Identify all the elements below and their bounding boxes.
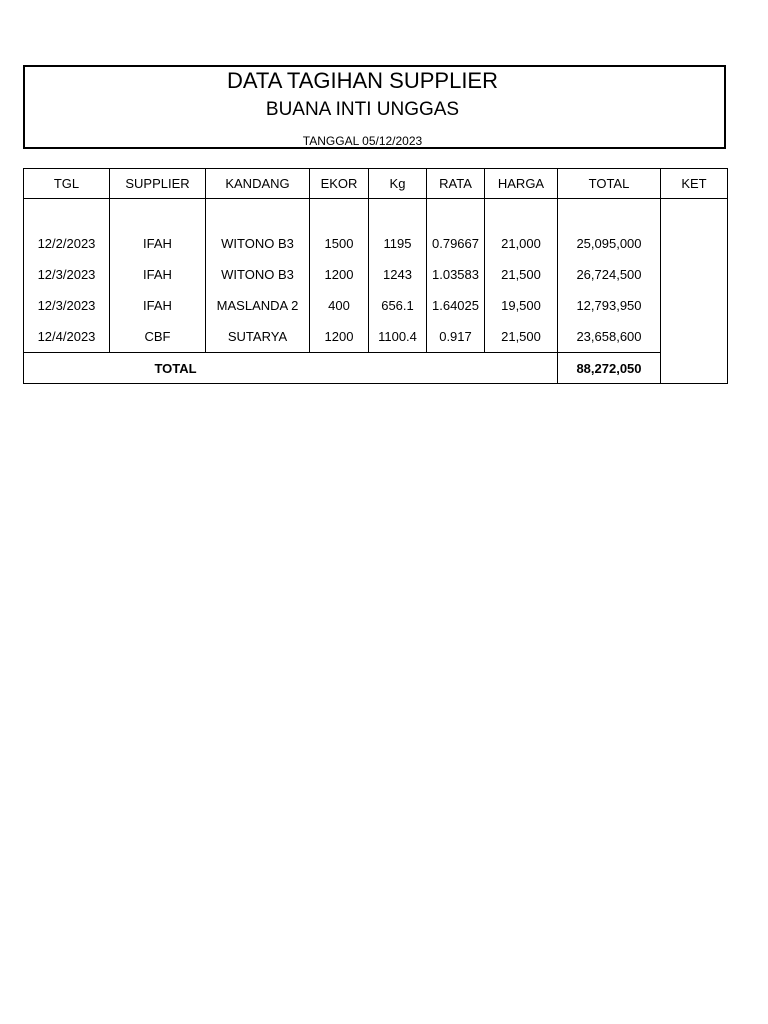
grand-total: 88,272,050 — [558, 353, 661, 384]
cell-ket — [661, 353, 728, 384]
total-label: TOTAL — [24, 353, 558, 384]
cell-total: 12,793,950 — [558, 290, 661, 321]
cell-rata: 0.79667 — [427, 228, 485, 259]
cell-supplier: IFAH — [110, 290, 206, 321]
company-name: BUANA INTI UNGGAS — [265, 99, 460, 120]
table-row — [24, 290, 728, 321]
cell-kg: 1100.4 — [369, 321, 427, 353]
cell-ekor: 1200 — [310, 259, 369, 290]
cell-ket — [661, 321, 728, 353]
cell-tgl: 12/3/2023 — [24, 290, 110, 321]
cell-rata: 0.917 — [427, 321, 485, 353]
cell-kandang: WITONO B3 — [206, 259, 310, 290]
cell-kandang: MASLANDA 2 — [206, 290, 310, 321]
table-row — [24, 228, 728, 259]
cell-harga: 19,500 — [485, 290, 558, 321]
report-date: TANGGAL 05/12/2023 — [302, 134, 423, 148]
cell-harga: 21,500 — [485, 321, 558, 353]
cell-ket — [661, 259, 728, 290]
cell-total: 25,095,000 — [558, 228, 661, 259]
cell-supplier: CBF — [110, 321, 206, 353]
cell-total: 23,658,600 — [558, 321, 661, 353]
table-header-row — [24, 169, 728, 199]
column-header-kandang: KANDANG — [206, 169, 310, 199]
cell-kg: 656.1 — [369, 290, 427, 321]
cell-tgl: 12/2/2023 — [24, 228, 110, 259]
cell-total: 26,724,500 — [558, 259, 661, 290]
column-header-ket: KET — [661, 169, 728, 199]
cell-supplier: IFAH — [110, 259, 206, 290]
cell-supplier: IFAH — [110, 228, 206, 259]
column-header-total: TOTAL — [558, 169, 661, 199]
total-row — [24, 353, 728, 384]
cell-kandang: SUTARYA — [206, 321, 310, 353]
invoice-table — [23, 168, 728, 384]
column-header-harga: HARGA — [485, 169, 558, 199]
blank-row — [24, 199, 728, 229]
cell-ket — [661, 228, 728, 259]
cell-harga: 21,500 — [485, 259, 558, 290]
column-header-tgl: TGL — [24, 169, 110, 199]
table-row — [24, 259, 728, 290]
cell-kandang: WITONO B3 — [206, 228, 310, 259]
cell-rata: 1.03583 — [427, 259, 485, 290]
cell-ekor: 400 — [310, 290, 369, 321]
column-header-ekor: EKOR — [310, 169, 369, 199]
report-header — [23, 65, 726, 149]
cell-kg: 1195 — [369, 228, 427, 259]
table-row — [24, 321, 728, 353]
cell-tgl: 12/3/2023 — [24, 259, 110, 290]
column-header-rata: RATA — [427, 169, 485, 199]
report-title: DATA TAGIHAN SUPPLIER — [227, 68, 498, 93]
column-header-supplier: SUPPLIER — [110, 169, 206, 199]
cell-rata: 1.64025 — [427, 290, 485, 321]
cell-harga: 21,000 — [485, 228, 558, 259]
column-header-kg: Kg — [369, 169, 427, 199]
cell-kg: 1243 — [369, 259, 427, 290]
cell-tgl: 12/4/2023 — [24, 321, 110, 353]
cell-ekor: 1200 — [310, 321, 369, 353]
cell-ket — [661, 290, 728, 321]
cell-ekor: 1500 — [310, 228, 369, 259]
